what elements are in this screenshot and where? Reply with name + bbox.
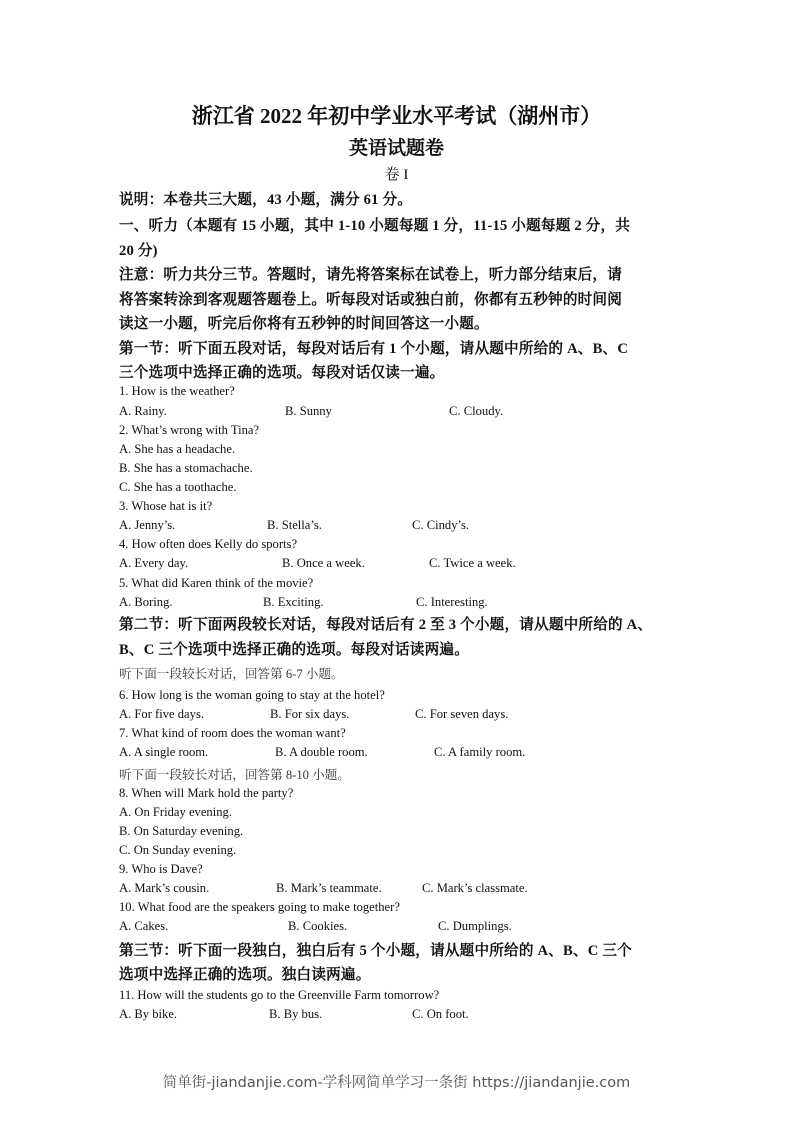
footer-watermark: 简单街-jiandanjie.com-学科网简单学习一条街 https://jiandanjie.com: [162, 1075, 631, 1091]
paper-label: 卷 I: [384, 167, 409, 183]
q8-option-a: A. On Friday evening.: [119, 805, 232, 819]
q8-option-c: C. On Sunday evening.: [119, 843, 237, 857]
section2-heading: 第二节：听下面两段较长对话，每段对话后有 2 至 3 个小题，请从题中所给的 A、: [119, 617, 653, 633]
question-2: 2. What’s wrong with Tina?: [119, 423, 260, 437]
q3-option-a: A. Jenny’s.: [119, 518, 176, 532]
question-4: 4. How often does Kelly do sports?: [119, 537, 298, 551]
q3-option-b: B. Stella’s.: [267, 518, 322, 532]
q5-option-b: B. Exciting.: [263, 595, 324, 609]
question-3: 3. Whose hat is it?: [119, 499, 213, 513]
part1-heading-cont: 20 分): [119, 243, 158, 259]
q1-option-c: C. Cloudy.: [449, 404, 504, 418]
exam-description: 说明：本卷共三大题，43 小题，满分 61 分。: [119, 192, 413, 208]
q9-option-b: B. Mark’s teammate.: [276, 881, 382, 895]
section2-heading-cont: B、C 三个选项中选择正确的选项。每段对话读两遍。: [119, 642, 469, 658]
q5-option-c: C. Interesting.: [416, 595, 488, 609]
q4-option-c: C. Twice a week.: [429, 556, 516, 570]
q4-option-b: B. Once a week.: [282, 556, 365, 570]
q10-option-c: C. Dumplings.: [438, 919, 512, 933]
q7-option-c: C. A family room.: [434, 745, 526, 759]
question-7: 7. What kind of room does the woman want?: [119, 726, 346, 740]
notice-line-1: 注意：听力共分三节。答题时，请先将答案标在试卷上，听力部分结束后，请: [119, 267, 622, 283]
q1-option-a: A. Rainy.: [119, 404, 167, 418]
part1-heading: 一、听力（本题有 15 小题，其中 1-10 小题每题 1 分，11-15 小题每题 2 分，共: [119, 218, 631, 234]
section1-heading-cont: 三个选项中选择正确的选项。每段对话仅读一遍。: [119, 365, 445, 381]
question-10: 10. What food are the speakers going to make together?: [119, 900, 400, 914]
q2-option-a: A. She has a headache.: [119, 442, 236, 456]
q6-option-b: B. For six days.: [270, 707, 350, 721]
section1-heading: 第一节：听下面五段对话，每段对话后有 1 个小题，请从题中所给的 A、B、C: [119, 341, 629, 357]
q2-option-c: C. She has a toothache.: [119, 480, 237, 494]
q2-option-b: B. She has a stomachache.: [119, 461, 253, 475]
question-9: 9. Who is Dave?: [119, 862, 203, 876]
question-8: 8. When will Mark hold the party?: [119, 786, 294, 800]
question-1: 1. How is the weather?: [119, 384, 235, 398]
q10-option-b: B. Cookies.: [288, 919, 348, 933]
q4-option-a: A. Every day.: [119, 556, 189, 570]
q11-option-b: B. By bus.: [269, 1007, 323, 1021]
q11-option-a: A. By bike.: [119, 1007, 178, 1021]
question-11: 11. How will the students go to the Greenville Farm tomorrow?: [119, 988, 440, 1002]
q5-option-a: A. Boring.: [119, 595, 173, 609]
notice-line-3: 读这一小题，听完后你将有五秒钟的时间回答这一小题。: [119, 316, 489, 332]
q8-option-b: B. On Saturday evening.: [119, 824, 244, 838]
q6-option-c: C. For seven days.: [415, 707, 509, 721]
question-5: 5. What did Karen think of the movie?: [119, 576, 314, 590]
section3-heading: 第三节：听下面一段独白，独白后有 5 个小题，请从题中所给的 A、B、C 三个: [119, 943, 632, 959]
exam-subtitle: 英语试题卷: [348, 138, 444, 159]
q6-option-a: A. For five days.: [119, 707, 204, 721]
exam-title: 浙江省 2022 年初中学业水平考试（湖州市）: [191, 104, 602, 128]
q7-option-a: A. A single room.: [119, 745, 209, 759]
notice-line-2: 将答案转涂到客观题答题卷上。听每段对话或独白前，你都有五秒钟的时间阅: [119, 292, 622, 308]
section2-note-1: 听下面一段较长对话，回答第 6-7 小题。: [119, 667, 344, 681]
q9-option-c: C. Mark’s classmate.: [422, 881, 528, 895]
q9-option-a: A. Mark’s cousin.: [119, 881, 210, 895]
q1-option-b: B. Sunny: [285, 404, 332, 418]
q10-option-a: A. Cakes.: [119, 919, 169, 933]
q3-option-c: C. Cindy’s.: [412, 518, 470, 532]
question-6: 6. How long is the woman going to stay at the hotel?: [119, 688, 385, 702]
q7-option-b: B. A double room.: [275, 745, 368, 759]
section3-heading-cont: 选项中选择正确的选项。独白读两遍。: [119, 967, 371, 983]
q11-option-c: C. On foot.: [412, 1007, 469, 1021]
section2-note-2: 听下面一段较长对话，回答第 8-10 小题。: [119, 768, 350, 782]
